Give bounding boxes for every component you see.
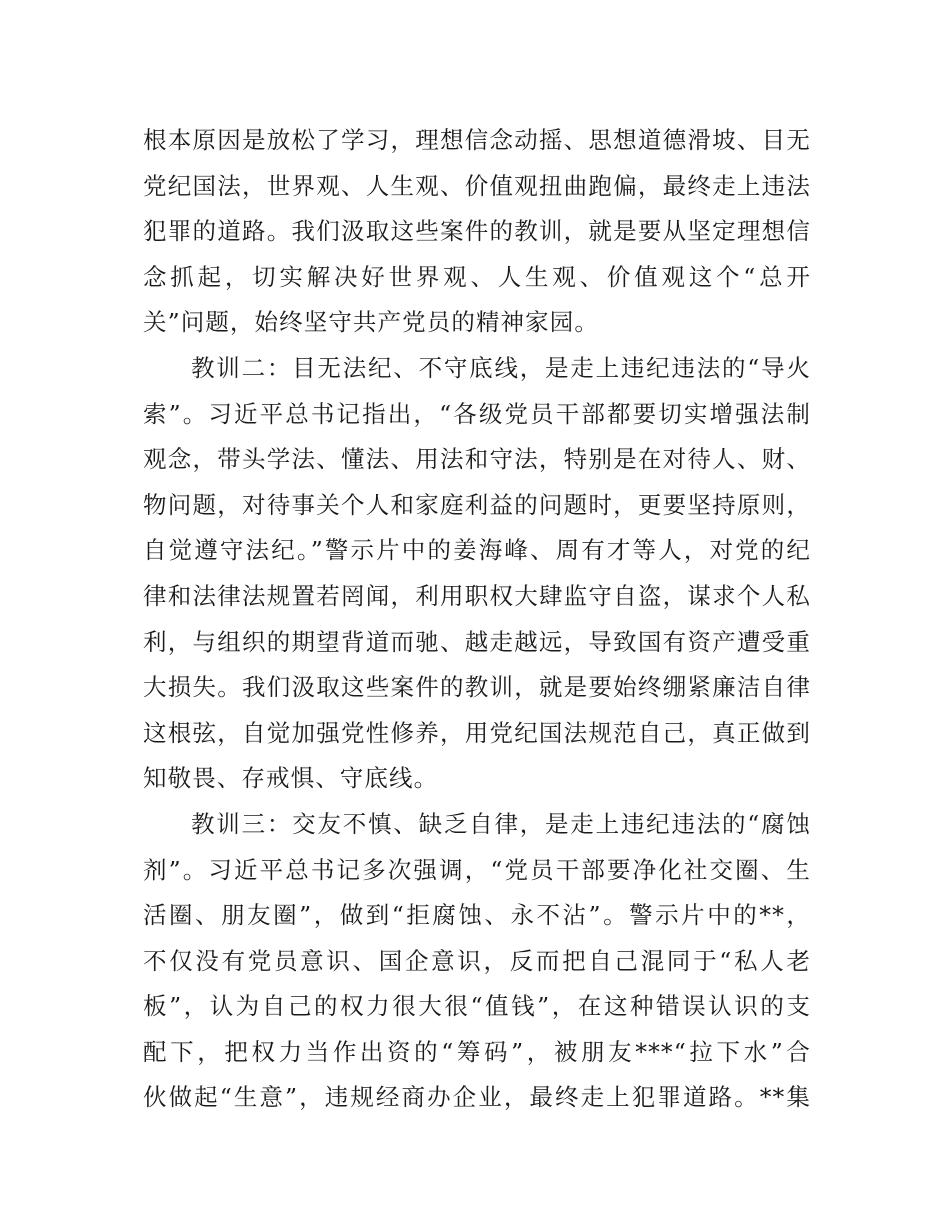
text-line: 关”问题，始终坚守共产党员的精神家园。 [143, 308, 599, 337]
text-line: 这根弦，自觉加强党性修养，用党纪国法规范自己，真正做到 [143, 718, 811, 747]
text-line: 根本原因是放松了学习，理想信念动摇、思想道德滑坡、目无 [143, 126, 811, 154]
text-line: 大损失。我们汲取这些案件的教训，就是要始终绷紧廉洁自律 [143, 673, 811, 702]
text-line: 物问题，对待事关个人和家庭利益的问题时，更要坚持原则， [143, 490, 811, 519]
text-line: 板”，认为自己的权力很大很“值钱”，在这种错误认识的支 [143, 992, 811, 1021]
paragraph-2 [143, 346, 811, 802]
text-line: 索”。习近平总书记指出，“各级党员干部都要切实增强法制 [143, 399, 811, 428]
text-line: 自觉遵守法纪。”警示片中的姜海峰、周有才等人，对党的纪 [143, 536, 811, 565]
text-line: 配下，把权力当作出资的“筹码”，被朋友***“拉下水”合 [143, 1037, 811, 1066]
text-line: 律和法律法规置若罔闻，利用职权大肆监守自盗，谋求个人私 [143, 581, 811, 610]
text-line: 知敬畏、存戒惧、守底线。 [143, 764, 439, 793]
text-line: 伙做起“生意”，违规经商办企业，最终走上犯罪道路。**集 [143, 1083, 811, 1112]
text-line: 教训三：交友不慎、缺乏自律，是走上违纪违法的“腐蚀 [191, 809, 811, 838]
text-line: 不仅没有党员意识、国企意识，反而把自己混同于“私人老 [143, 946, 811, 975]
text-line: 利，与组织的期望背道而驰、越走越远，导致国有资产遭受重 [143, 627, 811, 656]
document-page [143, 118, 811, 1121]
paragraph-1 [143, 118, 811, 346]
text-line: 念抓起，切实解决好世界观、人生观、价值观这个“总开 [143, 262, 811, 291]
text-line: 活圈、朋友圈”，做到“拒腐蚀、永不沾”。警示片中的**， [143, 901, 811, 930]
text-line: 党纪国法，世界观、人生观、价值观扭曲跑偏，最终走上违法 [143, 171, 811, 200]
text-line: 剂”。习近平总书记多次强调，“党员干部要净化社交圈、生 [143, 855, 811, 884]
text-line: 教训二：目无法纪、不守底线，是走上违纪违法的“导火 [191, 353, 811, 382]
text-line: 犯罪的道路。我们汲取这些案件的教训，就是要从坚定理想信 [143, 217, 811, 246]
text-line: 观念，带头学法、懂法、用法和守法，特别是在对待人、财、 [143, 445, 811, 474]
paragraph-3 [143, 802, 811, 1121]
